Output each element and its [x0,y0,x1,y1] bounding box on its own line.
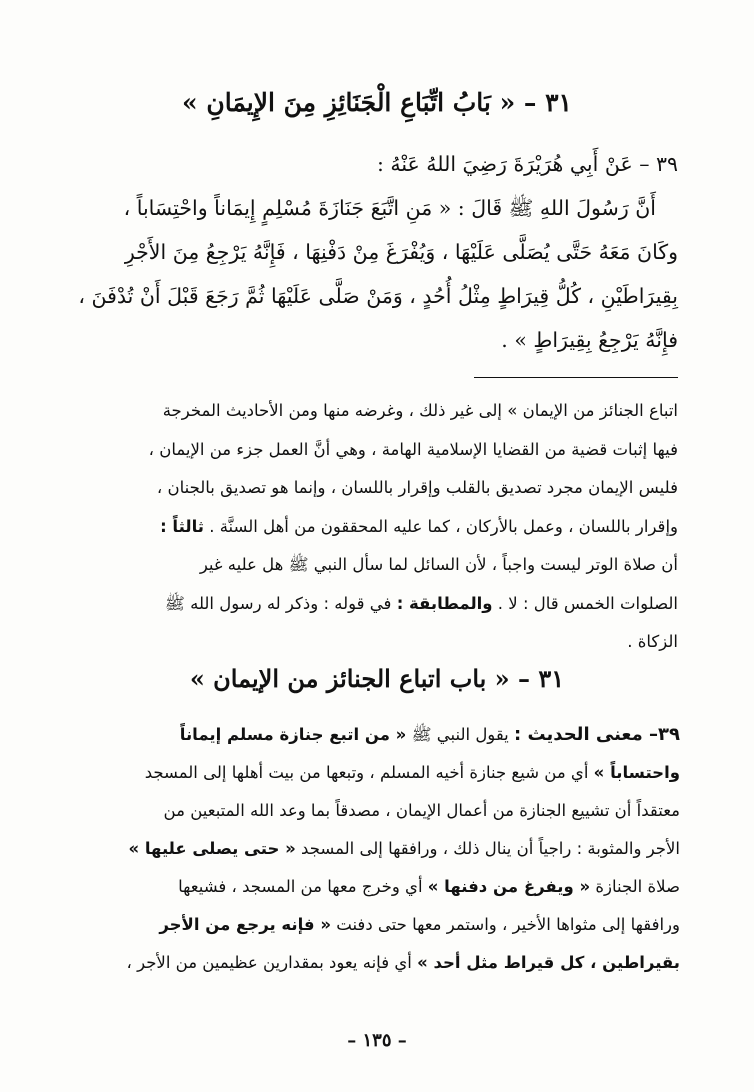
meaning-text: يقول النبي ﷺ [411,725,509,744]
commentary-line: اتباع الجنائز من الإيمان » إلى غير ذلك ، وغرضه منها ومن الأحاديث المخرجة [162,401,678,420]
hadith-text-block [78,142,678,362]
commentary-line [76,585,678,624]
hadith-quote: « ويفرغ من دفنها » [427,877,591,896]
page-number: – ١٣٥ – [347,1030,407,1051]
meaning-text: أي من شيع جنازة أخيه المسلم ، وتبعها من بيت أهلها إلى المسجد [144,763,589,782]
meaning-line: معتقداً أن تشييع الجنازة من أعمال الإيمان ، مصدقاً بما وعد الله المتبعين من [163,801,680,820]
commentary-line: فليس الإيمان مجرد تصديق بالقلب وإقرار باللسان ، وإنما هو تصديق بالجنان ، [156,478,678,497]
meaning-text: صلاة الجنازة [595,877,680,896]
meaning-text: أي فإنه يعود بمقدارين عظيمين من الأجر ، [126,953,412,972]
meaning-line [74,944,680,982]
commentary-line: الزكاة . [627,632,678,651]
meaning-title: ٣٩– معنى الحديث : [514,724,680,745]
hadith-line: بِقِيرَاطَيْنِ ، كُلُّ قِيرَاطٍ مِثْلُ أُحُدٍ ، وَمَنْ صَلَّى عَلَيْهَا ثُمَّ رَجَعَ قَبْلَ أَنْ تُدْفَنَ ، [78,284,678,308]
hadith-quote: « حتى يصلى عليها » [128,839,296,858]
commentary-block [76,392,678,662]
meaning-text: أي وخرج معها من المسجد ، فشيعها [178,877,423,896]
meaning-block [74,716,680,982]
chapter-heading-top: ٣١ – « بَابُ اتِّبَاعِ الْجَنَائِزِ مِنَ الإِيمَانِ » [182,88,572,117]
hadith-line: فإِنَّهُ يَرْجِعُ بِقِيرَاطٍ » . [501,328,678,352]
meaning-line [74,830,680,868]
meaning-line [74,754,680,792]
hadith-line: أَنَّ رَسُولَ اللهِ ﷺ قَالَ : « مَنِ اتَّبَعَ جَنَازَةَ مُسْلِمٍ إِيمَاناً واحْتِسَاباً ، [123,196,656,220]
correspondence-label: والمطابقة : [396,593,493,613]
meaning-line [74,868,680,906]
point-three-label: ثالثاً : [160,516,204,536]
meaning-text: ورافقها إلى مثواها الأخير ، واستمر معها حتى دفنت [336,915,680,934]
hadith-quote: بقيراطين ، كل قيراط مثل أحد » [417,953,680,972]
hadith-line: ٣٩ – عَنْ أَبِي هُرَيْرَةَ رَضِيَ اللهُ عَنْهُ : [376,152,678,176]
commentary-line: أن صلاة الوتر ليست واجباً ، لأن السائل لما سأل النبي ﷺ هل عليه غير [199,555,678,574]
hadith-quote: « فإنه يرجع من الأجر [159,915,331,934]
commentary-line: فيها إثبات قضية من القضايا الإسلامية الهامة ، وهي أنَّ العمل جزء من الإيمان ، [148,439,678,459]
commentary-text: في قوله : وذكر له رسول الله ﷺ [164,593,392,613]
meaning-line [74,906,680,944]
commentary-text: الصلوات الخمس قال : لا . [497,593,678,613]
chapter-heading-bottom: ٣١ – « باب اتباع الجنائز من الإيمان » [189,664,565,693]
hadith-quote: واحتساباً » [593,763,680,782]
meaning-line [74,716,680,754]
commentary-line [76,508,678,547]
footnote-separator [474,377,678,378]
hadith-quote: « من اتبع جنازة مسلم إيماناً [179,725,407,744]
meaning-text: الأجر والمثوبة : راجياً أن ينال ذلك ، ورافقها إلى المسجد [301,839,680,858]
hadith-line: وكَانَ مَعَهُ حَتَّى يُصَلَّى عَلَيْهَا ، وَيُفْرَغَ مِنْ دَفْنِهَا ، فَإِنَّهُ يَرْجِعُ مِنَ الأَجْرِ [124,240,678,264]
commentary-text: وإقرار باللسان ، وعمل بالأركان ، كما عليه المحققون من أهل السنَّة . [209,516,678,536]
